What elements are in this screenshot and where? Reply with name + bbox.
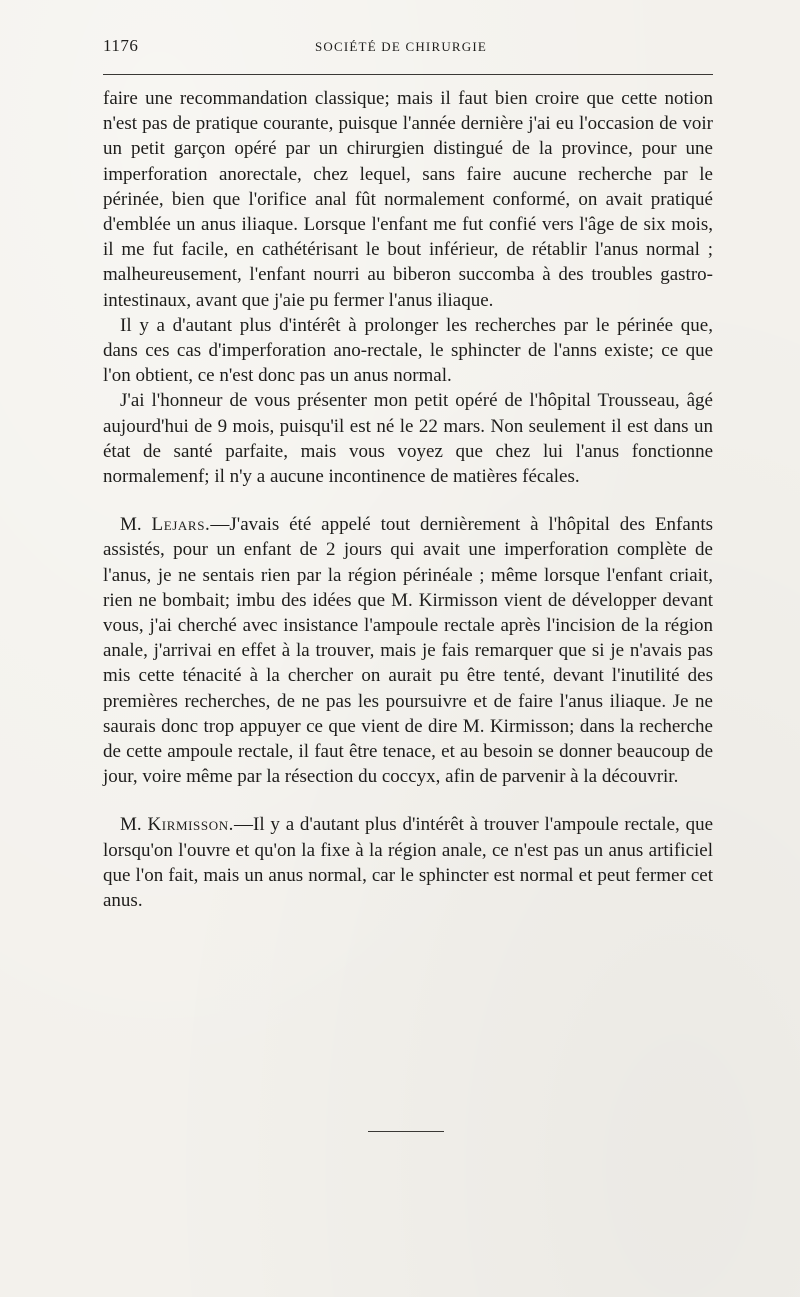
speaker-prefix: M.	[120, 814, 142, 836]
speaker-prefix: M.	[120, 514, 142, 536]
paragraph-sphincter: Il y a d'autant plus d'intérêt à prolonger les recherches par le périnée que, dans ces cas d'imperforation ano-rectale, le sphincter de l'anns existe; ce que l'on obtient, ce n'est donc pas un anus normal.	[103, 314, 713, 387]
paragraph-lejars	[103, 512, 713, 789]
paragraph-lejars-text: —J'avais été appelé tout dernièrement à l'hôpital des Enfants assistés, pour un enfant de 2 jours qui avait une imperforation complète de l'anus, je ne sentais rien par la région périnéale ; même lorsque l'enfant criait, rien ne bombait; imbu des idées que M. Kirmisson vient de développer devant vous, j'ai cherché avec insistance l'ampoule rectale après l'incision de la région anale, j'arrivai en effet à la trouver, mais je fais remarquer que si je n'avais pas mis cette ténacité à la chercher on aurait pu être tenté, devant l'inutilité des premières recherches, de ne pas les poursuivre et de faire l'anus iliaque. Je ne saurais donc trop appuyer ce que vient de dire M. Kirmisson; dans la recherche de cette ampoule rectale, il faut être tenace, et au besoin se donner beaucoup de jour, voire même par la résection du coccyx, afin de parvenir à la découvrir.	[103, 514, 713, 788]
paragraph-presentation: J'ai l'honneur de vous présenter mon petit opéré de l'hôpital Trousseau, âgé aujourd'hui de 9 mois, puisqu'il est né le 22 mars. Non seulement il est dans un état de santé parfaite, mais vous voyez que chez lui l'anus fonctionne normalemenf; il n'y a aucune incontinence de matières fécales.	[103, 390, 713, 488]
paragraph-gap	[103, 489, 713, 512]
paragraph-kirmisson-text: —Il y a d'autant plus d'intérêt à trouver l'ampoule rectale, que lorsqu'on l'ouvre et qu'on la fixe à la région anale, ce n'est pas un anus artificiel que l'on fait, mais un anus normal, car le sphincter est normal et peut fermer cet anus.	[103, 814, 713, 912]
speaker-name-kirmisson: Kirmisson.	[147, 814, 235, 836]
section-end-rule	[368, 1131, 444, 1132]
speaker-name-lejars: Lejars.	[151, 514, 211, 536]
body-text	[103, 86, 713, 913]
paragraph-gap	[103, 789, 713, 812]
running-head: SOCIÉTÉ DE CHIRURGIE	[315, 39, 488, 54]
paragraph-continuation: faire une recommandation classique; mais il faut bien croire que cette notion n'est pas de pratique courante, puisque l'année dernière j'ai eu l'occasion de voir un petit garçon opéré par un chirurgien distingué de la province, pour une imperforation anorectale, chez lequel, sans faire aucune recherche par le périnée, bien que l'orifice anal fût normalement conformé, on avait pratiqué d'emblée un anus iliaque. Lorsque l'enfant me fut confié vers l'âge de six mois, il me fut facile, en cathétérisant le bout inférieur, de rétablir l'anus normal ; malheureusement, l'enfant nourri au biberon succomba à des troubles gastro-intestinaux, avant que j'aie pu fermer l'anus iliaque.	[103, 88, 713, 311]
header-rule	[103, 74, 713, 75]
page-header	[103, 36, 713, 60]
page-number: 1176	[103, 36, 139, 55]
paragraph-kirmisson	[103, 812, 713, 913]
